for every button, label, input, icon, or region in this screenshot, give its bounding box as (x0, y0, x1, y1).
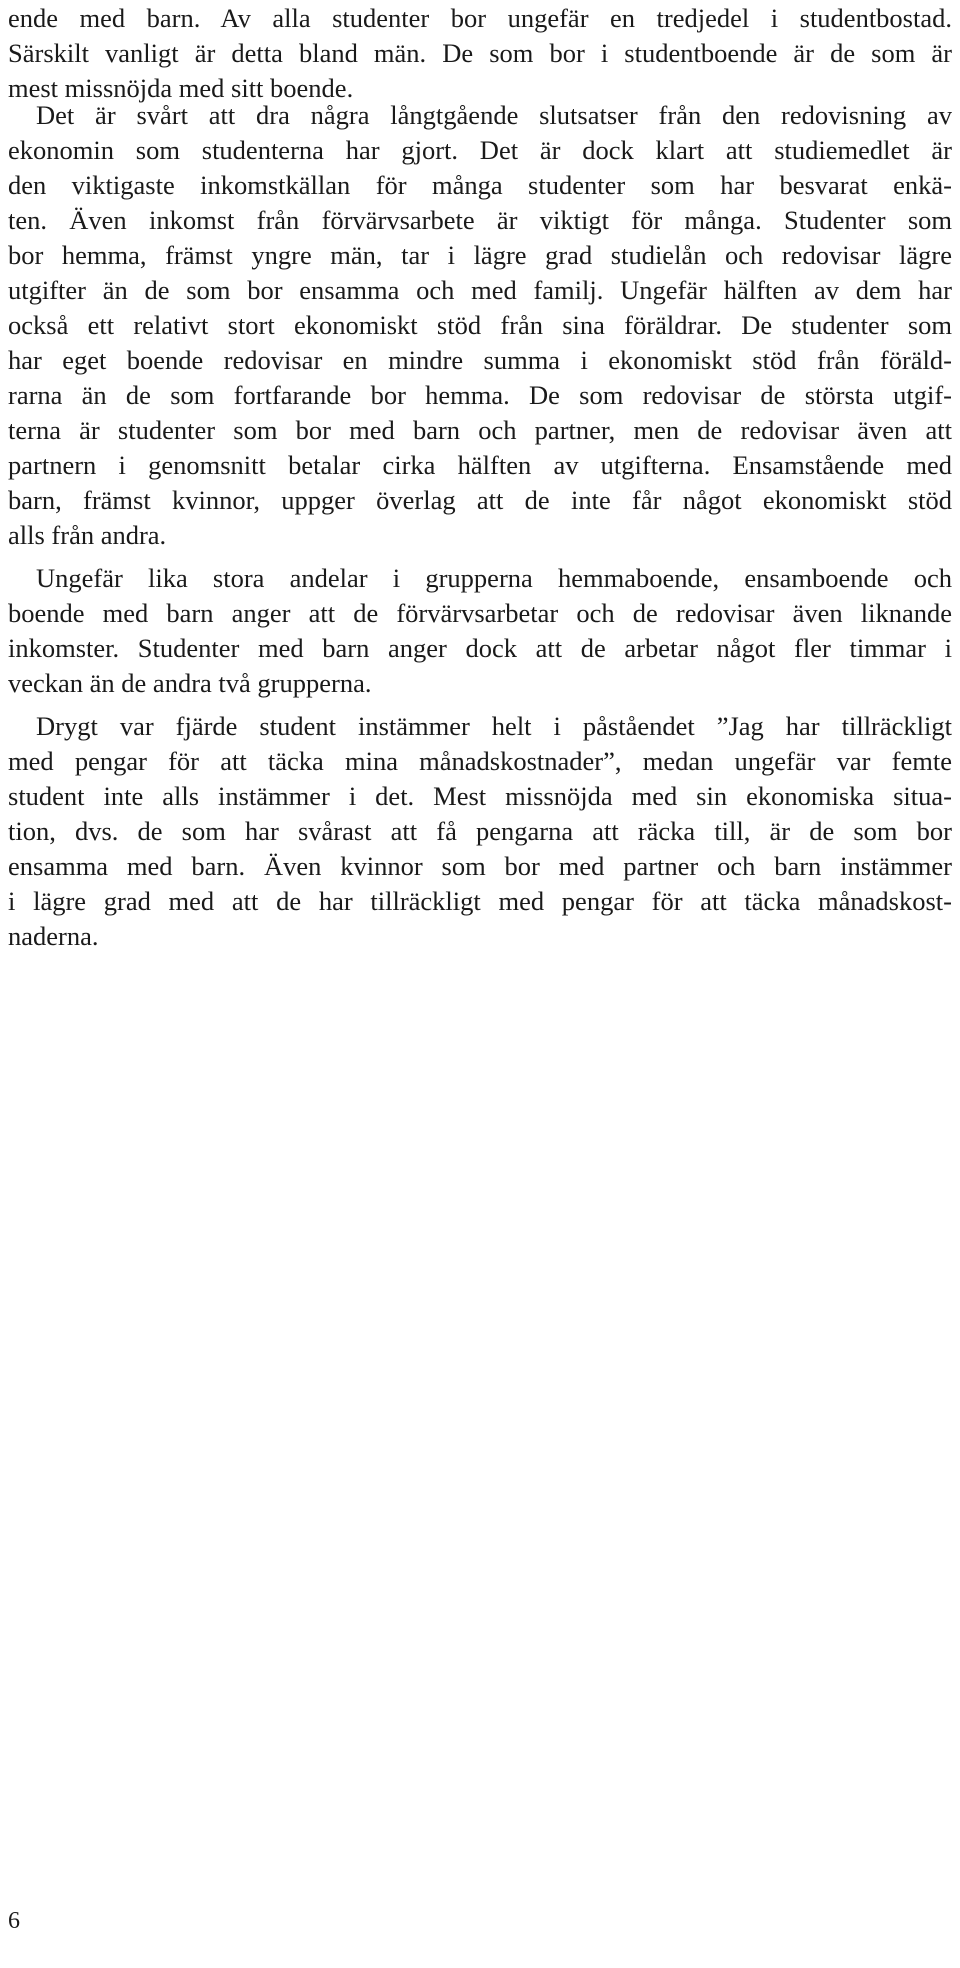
text-line: Drygt var fjärde student instämmer helt i påståendet ”Jag har tillräckligt (36, 711, 952, 741)
text-line: tion, dvs. de som har svårast att få pengarna att räcka till, är de som bor (8, 816, 952, 846)
text-line: Särskilt vanligt är detta bland män. De som bor i studentboende är de som är (8, 38, 952, 68)
text-line: med pengar för att täcka mina månadskostnader”, medan ungefär var femte (8, 746, 952, 776)
text-line: rarna än de som fortfarande bor hemma. De som redovisar de största utgif- (8, 380, 952, 410)
text-line: student inte alls instämmer i det. Mest missnöjda med sin ekonomiska situa- (8, 781, 952, 811)
text-line: också ett relativt stort ekonomiskt stöd från sina föräldrar. De studenter som (8, 310, 952, 340)
text-line: inkomster. Studenter med barn anger dock att de arbetar något fler timmar i (8, 633, 952, 663)
text-line: den viktigaste inkomstkällan för många studenter som har besvarat enkä- (8, 170, 952, 200)
text-line: Ungefär lika stora andelar i grupperna hemmaboende, ensamboende och (36, 563, 952, 593)
text-line: veckan än de andra två grupperna. (8, 668, 372, 698)
text-line: partnern i genomsnitt betalar cirka hälften av utgifterna. Ensamstående med (8, 450, 952, 480)
text-line: utgifter än de som bor ensamma och med familj. Ungefär hälften av dem har (8, 275, 952, 305)
page-number: 6 (8, 1908, 20, 1934)
text-line: i lägre grad med att de har tillräckligt med pengar för att täcka månadskost- (8, 886, 952, 916)
text-line: har eget boende redovisar en mindre summa i ekonomiskt stöd från föräld- (8, 345, 952, 375)
text-line: ensamma med barn. Även kvinnor som bor med partner och barn instämmer (8, 851, 952, 881)
text-line: ekonomin som studenterna har gjort. Det är dock klart att studiemedlet är (8, 135, 952, 165)
text-line: alls från andra. (8, 520, 167, 550)
text-line: terna är studenter som bor med barn och partner, men de redovisar även att (8, 415, 952, 445)
text-line: boende med barn anger att de förvärvsarbetar och de redovisar även liknande (8, 598, 952, 628)
text-line: bor hemma, främst yngre män, tar i lägre grad studielån och redovisar lägre (8, 240, 952, 270)
text-line: ten. Även inkomst från förvärvsarbete är viktigt för många. Studenter som (8, 205, 952, 235)
text-line: Det är svårt att dra några långtgående slutsatser från den redovisning av (36, 100, 952, 130)
text-line: naderna. (8, 921, 99, 951)
text-line: ende med barn. Av alla studenter bor ungefär en tredjedel i studentbostad. (8, 3, 952, 33)
text-line: barn, främst kvinnor, uppger överlag att de inte får något ekonomiskt stöd (8, 485, 952, 515)
text-line: mest missnöjda med sitt boende. (8, 73, 354, 103)
